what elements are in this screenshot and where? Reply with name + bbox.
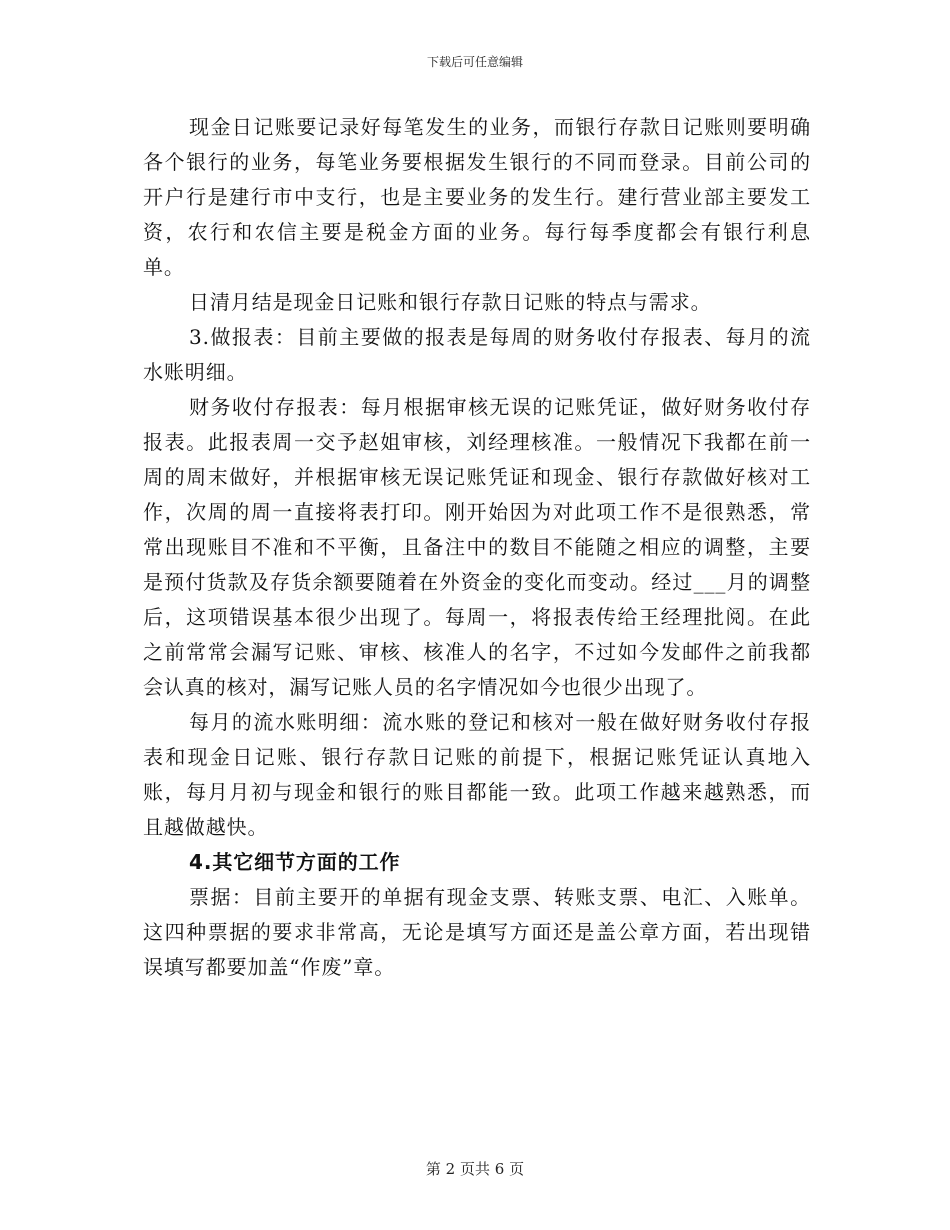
paragraph-weekly-report: 财务收付存报表：每月根据审核无误的记账凭证，做好财务收付存报表。此报表周一交予赵姐审核，刘经理核准。一般情况下我都在前一周的周末做好，并根据审核无误记账凭证和现金、银行存款做好核对工作，次周的周一直接将表打印。刚开始因为对此项工作不是很熟悉，常常出现账目不准和不平衡，且备注中的数目不能随之相应的调整，主要是预付货款及存货余额要随着在外资金的变化而变动。经过___月的调整后，这项错误基本很少出现了。每周一，将报表传给王经理批阅。在此之前常常会漏写记账、审核、核准人的名字，不过如今发邮件之前我都会认真的核对，漏写记账人员的名字情况如今也很少出现了。 bbox=[143, 395, 811, 699]
paragraph-monthly-ledger: 每月的流水账明细：流水账的登记和核对一般在做好财务收付存报表和现金日记账、银行存款日记账的前提下，根据记账凭证认真地入账，每月月初与现金和银行的账目都能一致。此项工作越来越熟悉，而且越做越快。 bbox=[143, 710, 811, 839]
paragraph-bills: 票据：目前主要开的单据有现金支票、转账支票、电汇、入账单。这四种票据的要求非常高，无论是填写方面还是盖公章方面，若出现错误填写都要加盖“作废”章。 bbox=[143, 885, 811, 979]
page-number: 第 2 页共 6 页 bbox=[425, 1160, 525, 1178]
paragraph-daily-settlement: 日清月结是现金日记账和银行存款日记账的特点与需求。 bbox=[189, 290, 712, 314]
document-body bbox=[143, 110, 811, 985]
section-heading-other-work: 4.其它细节方面的工作 bbox=[189, 850, 401, 874]
page-header: 下载后可任意编辑 bbox=[426, 55, 523, 69]
paragraph-cash-journal: 现金日记账要记录好每笔发生的业务，而银行存款日记账则要明确各个银行的业务，每笔业务要根据发生银行的不同而登录。目前公司的开户行是建行市中支行，也是主要业务的发生行。建行营业部主要发工资，农行和农信主要是税金方面的业务。每行每季度都会有银行利息单。 bbox=[143, 115, 811, 279]
paragraph-reports-intro: 3.做报表：目前主要做的报表是每周的财务收付存报表、每月的流水账明细。 bbox=[143, 325, 811, 384]
